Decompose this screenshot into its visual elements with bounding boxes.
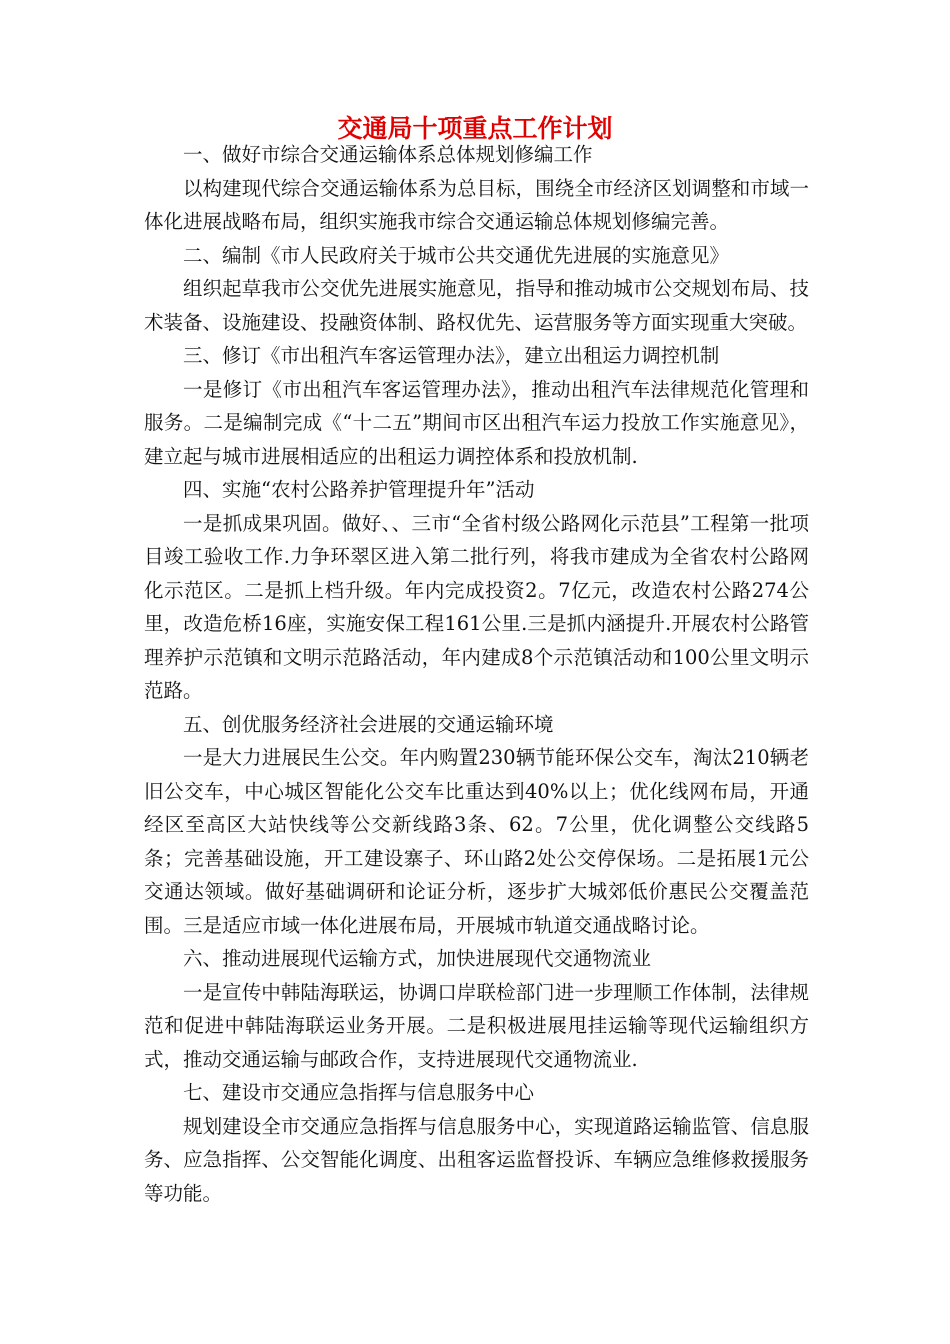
section-body-2: 组织起草我市公交优先进展实施意见，指导和推动城市公交规划布局、技术装备、设施建设、投融资体制、路权优先、运营服务等方面实现重大突破。 xyxy=(144,277,809,334)
section-heading-3: 三、修订《市出租汽车客运管理办法》，建立出租运力调控机制 xyxy=(183,344,720,367)
section-body-3: 一是修订《市出租汽车客运管理办法》，推动出租汽车法律规范化管理和服务。二是编制完成《“十二五”期间市区出租汽车运力投放工作实施意见》，建立起与城市进展相适应的出租运力调控体系和投放机制. xyxy=(144,377,809,468)
section-body-1: 以构建现代综合交通运输体系为总目标，围绕全市经济区划调整和市域一体化进展战略布局，组织实施我市综合交通运输总体规划修编完善。 xyxy=(144,176,809,233)
section-body-7: 规划建设全市交通应急指挥与信息服务中心，实现道路运输监管、信息服务、应急指挥、公交智能化调度、出租客运监督投诉、车辆应急维修救援服务等功能。 xyxy=(144,1114,809,1205)
section-heading-2: 二、编制《市人民政府关于城市公共交通优先进展的实施意见》 xyxy=(183,243,730,267)
section-body-4: 一是抓成果巩固。做好、、三市“全省村级公路网化示范县”工程第一批项目竣工验收工作.力争环翠区进入第二批行列，将我市建成为全省农村公路网化示范区。二是抓上档升级。年内完成投资2。7亿元，改造农村公路274公里，改造危桥16座，实施安保工程161公里.三是抓内涵提升.开展农村公路管理养护示范镇和文明示范路活动，年内建成8个示范镇活动和100公里文明示范路。 xyxy=(144,511,809,702)
document-body xyxy=(144,138,809,1210)
section-heading-1: 一、做好市综合交通运输体系总体规划修编工作 xyxy=(183,143,593,166)
section-heading-7: 七、建设市交通应急指挥与信息服务中心 xyxy=(183,1081,535,1104)
section-heading-6: 六、推动进展现代运输方式，加快进展现代交通物流业 xyxy=(183,947,652,970)
section-heading-5: 五、创优服务经济社会进展的交通运输环境 xyxy=(183,712,554,736)
section-heading-4: 四、实施“农村公路养护管理提升年”活动 xyxy=(183,478,535,501)
document-title: 交通局十项重点工作计划 xyxy=(337,114,613,143)
section-body-6: 一是宣传中韩陆海联运，协调口岸联检部门进一步理顺工作体制，法律规范和促进中韩陆海联运业务开展。二是积极进展甩挂运输等现代运输组织方式，推动交通运输与邮政合作，支持进展现代交通物流业. xyxy=(144,980,809,1071)
section-body-5: 一是大力进展民生公交。年内购置230辆节能环保公交车，淘汰210辆老旧公交车，中心城区智能化公交车比重达到40%以上；优化线网布局，开通经区至高区大站快线等公交新线路3条、62。7公里，优化调整公交线路5条；完善基础设施，开工建设寨子、环山路2处公交停保场。二是拓展1元公交通达领域。做好基础调研和论证分析，逐步扩大城郊低价惠民公交覆盖范围。三是适应市域一体化进展布局，开展城市轨道交通战略讨论。 xyxy=(144,746,809,937)
